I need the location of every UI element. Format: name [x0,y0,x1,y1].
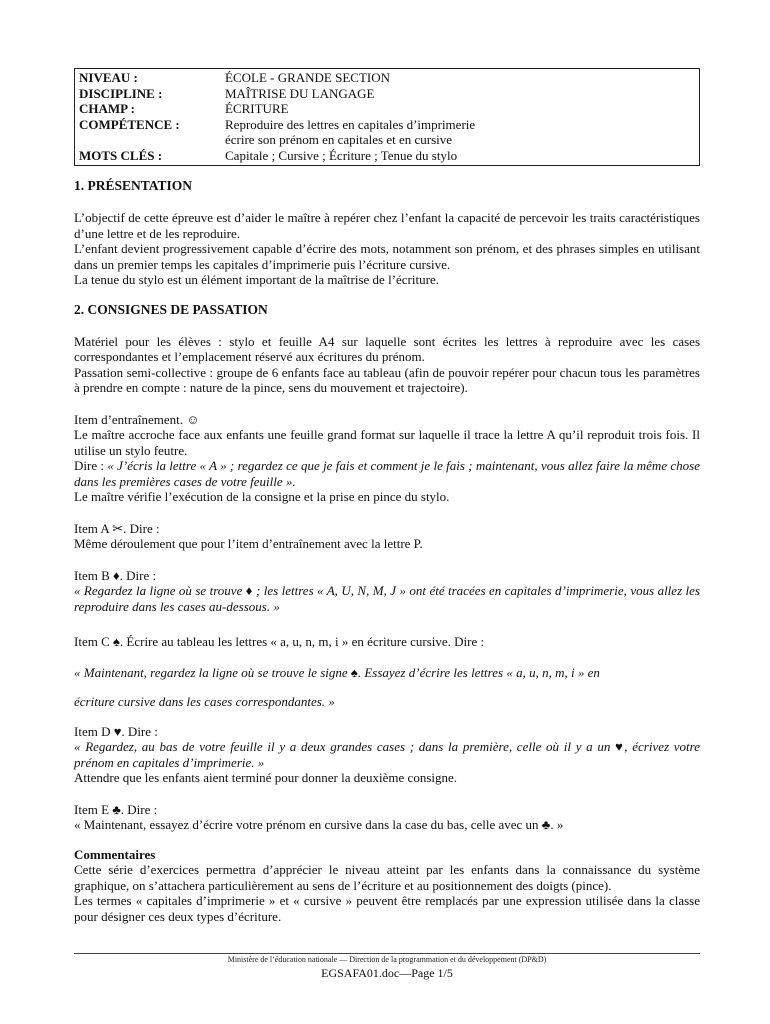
paragraph: Attendre que les enfants aient terminé pour donner la deuxième consigne. [74,770,458,785]
section-title-consignes: 2. CONSIGNES DE PASSATION [74,301,268,317]
info-value: ÉCRITURE [225,101,289,116]
item-c-title: Item C ♠. Écrire au tableau les lettres « a, u, n, m, i » en écriture cursive. Dire : [74,634,485,649]
info-row-competence-cont [79,132,695,148]
info-label: MOTS CLÉS : [79,147,163,163]
info-value: MAÎTRISE DU LANGAGE [225,85,375,101]
paragraph: L’enfant devient progressivement capable d’écrire des mots, notamment son prénom, et des phrases simples en utilisant dans un premier temps les capitales d’imprimerie puis l’écriture cursive. [74,241,700,272]
dire-label: Dire : [74,458,108,473]
item-c-quote-line2: écriture cursive dans les cases correspondantes. » [74,694,335,709]
item-b-title: Item B ♦. Dire : [74,567,157,583]
dire-quote: « J’écris la lettre « A » ; regardez ce que je fais et comment je le fais ; maintenant, vous allez faire la même chose dans les premières cases de votre feuille ». [74,458,700,489]
presentation-body [74,210,700,288]
item-b-quote: « Regardez la ligne où se trouve ♦ ; les lettres « A, U, N, M, J » ont été tracées en capitales d’imprimerie, vous allez les reproduire dans les cases au-dessous. » [74,583,700,614]
paragraph: Passation semi-collective : groupe de 6 enfants face au tableau (afin de pouvoir repérer pour chacun tous les paramètres à prendre en compte : nature de la pince, sens du mouvement et trajectoire). [74,364,700,395]
spacer [74,650,700,660]
spacer [74,680,700,690]
info-label: CHAMP : [79,101,135,116]
item-c [74,634,700,710]
item-e-title: Item E ♣. Dire : [74,801,158,817]
item-training-title: Item d’entraînement. ☺ [74,411,200,427]
item-a [74,521,700,552]
document-page [74,68,700,924]
info-value: Capitale ; Cursive ; Écriture ; Tenue du stylo [225,147,458,163]
info-label: DISCIPLINE : [79,85,163,101]
footer-divider [74,953,700,954]
item-e [74,802,700,833]
header-info-table [74,68,700,166]
footer-ministry: Ministère de l’éducation nationale — Direction de la programmation et du développement (DP&D) [227,955,547,964]
footer-page-number: EGSAFA01.doc—Page 1/5 [321,966,453,980]
info-value: ÉCOLE - GRANDE SECTION [225,70,391,85]
paragraph: Même déroulement que pour l’item d’entraînement avec la lettre P. [74,536,423,551]
paragraph: Cette série d’exercices permettra d’apprécier le niveau atteint par les enfants dans la connaissance du système graphique, on s’attachera particulièrement au sens de l’écriture et au positionnement des doigts (pince). [74,862,700,893]
commentaires [74,847,700,925]
item-a-title: Item A ✂. Dire : [74,520,160,536]
info-row-competence [79,117,695,133]
paragraph: La tenue du stylo est un élément important de la maîtrise de l’écriture. [74,272,439,287]
item-e-quote: « Maintenant, essayez d’écrire votre prénom en cursive dans la case du bas, celle avec un ♣. » [74,817,564,832]
item-c-quote-line1: « Maintenant, regardez la ligne où se trouve le signe ♠. Essayez d’écrire les lettres « a, u, n, m, i » en [74,664,600,680]
commentaires-title: Commentaires [74,846,156,862]
paragraph: Le maître vérifie l’exécution de la consigne et la prise en pince du stylo. [74,489,450,504]
paragraph: Les termes « capitales d’imprimerie » et « cursive » peuvent être remplacés par une expression utilisée dans la classe pour désigner ces deux types d’écriture. [74,893,700,924]
paragraph: L’objectif de cette épreuve est d’aider le maître à repérer chez l’enfant la capacité de percevoir les traits caractéristiques d’une lettre et de les reproduire. [74,210,700,241]
info-label: NIVEAU : [79,70,138,85]
paragraph: Matériel pour les élèves : stylo et feuille A4 sur laquelle sont écrites les lettres à reproduire avec les cases correspondantes et l’emplacement réservé aux écritures du prénom. [74,333,700,364]
info-row-champ [79,101,695,117]
section-title-presentation: 1. PRÉSENTATION [74,178,193,193]
item-b [74,568,700,615]
info-value: écrire son prénom en capitales et en cursive [225,132,453,147]
item-training [74,412,700,505]
paragraph: Le maître accroche face aux enfants une feuille grand format sur laquelle il trace la lettre A qu’il reproduit trois fois. Il utilise un stylo feutre. [74,427,700,458]
info-label: COMPÉTENCE : [79,116,180,132]
info-label [79,132,225,148]
item-training-dire [74,458,700,489]
item-d-title: Item D ♥. Dire : [74,723,158,739]
item-d [74,724,700,786]
item-d-quote: « Regardez, au bas de votre feuille il y a deux grandes cases ; dans la première, celle où il y a un ♥, écrivez votre prénom en capitales d’imprimerie. » [74,739,700,770]
info-row-discipline [79,86,695,102]
info-row-niveau [79,70,695,86]
info-value: Reproduire des lettres en capitales d’imprimerie [225,116,476,132]
info-row-mots-cles [79,148,695,164]
consignes-materiel [74,334,700,396]
